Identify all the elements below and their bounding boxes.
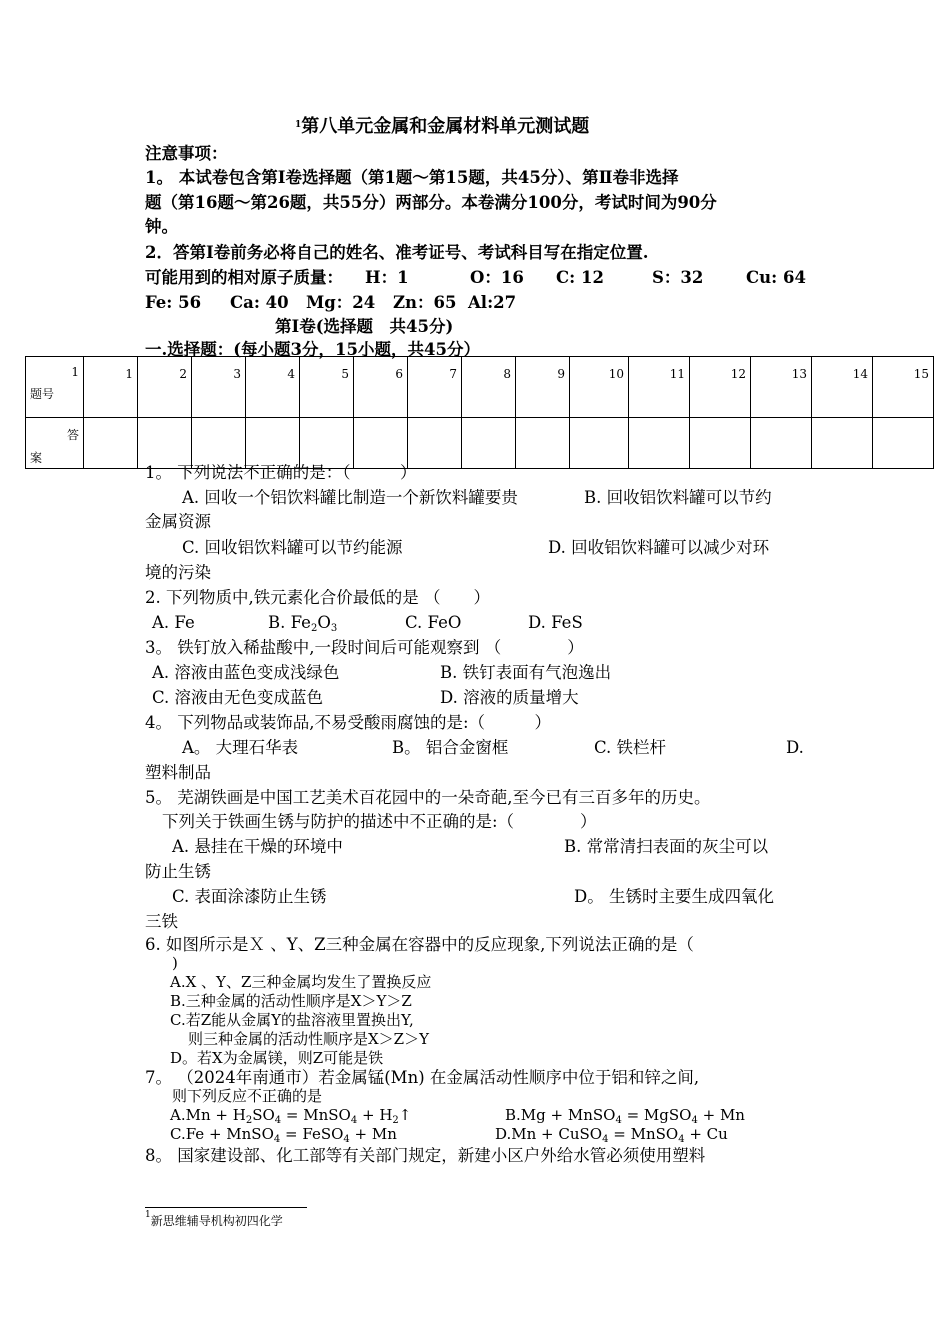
q7-b-t: = MgSO bbox=[621, 1106, 692, 1124]
atomic-mass-o: O：16 bbox=[470, 268, 524, 287]
answer-header-top: 答 bbox=[66, 428, 79, 442]
q2-b-sub-1: 2 bbox=[310, 623, 318, 634]
question-number-cell: 11 bbox=[629, 357, 690, 418]
answer-cell[interactable] bbox=[812, 418, 873, 469]
q1-option-c: C. 回收铝饮料罐可以节约能源 bbox=[182, 538, 403, 557]
q1-option-d-cont: 境的污染 bbox=[145, 563, 211, 582]
footnote-mark: 1 bbox=[145, 1210, 151, 1220]
q1-stem: 1。 下列说法不正确的是：（ ） bbox=[145, 463, 417, 482]
footnote-text: 新思维辅导机构初四化学 bbox=[150, 1214, 283, 1228]
q5-option-b-cont: 防止生锈 bbox=[145, 862, 211, 881]
q7-stem-cont: 则下列反应不正确的是 bbox=[172, 1087, 323, 1105]
answer-cell[interactable] bbox=[751, 418, 812, 469]
question-number-cell: 6 bbox=[354, 357, 408, 418]
q5-option-b: B. 常常清扫表面的灰尘可以 bbox=[564, 837, 769, 856]
q7-b-sub: 4 bbox=[691, 1115, 698, 1126]
q7-a-t: SO bbox=[252, 1106, 275, 1124]
footnote-divider bbox=[145, 1207, 307, 1208]
answer-cell[interactable] bbox=[516, 418, 570, 469]
q2-stem: 2. 下列物质中,铁元素化合价最低的是 （ ） bbox=[145, 588, 490, 607]
q7-c-t: = FeSO bbox=[280, 1125, 344, 1143]
q7-a-sub: 4 bbox=[350, 1115, 358, 1126]
atomic-mass-fe: Fe: 56 bbox=[145, 293, 202, 312]
header-number: 1 bbox=[71, 365, 79, 379]
q6-option-b: B.三种金属的活动性顺序是X＞Y＞Z bbox=[170, 992, 412, 1010]
q4-stem: 4。 下列物品或装饰品,不易受酸雨腐蚀的是:（ ） bbox=[145, 713, 552, 732]
q1-option-b: B. 回收铝饮料罐可以节约 bbox=[584, 488, 772, 507]
q3-option-d: D. 溶液的质量增大 bbox=[440, 688, 579, 707]
q3-option-a: A. 溶液由蓝色变成浅绿色 bbox=[152, 663, 340, 682]
q2-b-text-2: O bbox=[317, 613, 331, 632]
question-number-cell: 2 bbox=[138, 357, 192, 418]
q2-option-a: A. Fe bbox=[152, 613, 195, 632]
q7-b-sub: 4 bbox=[615, 1115, 622, 1126]
answer-cell[interactable] bbox=[570, 418, 629, 469]
question-number-cell: 12 bbox=[690, 357, 751, 418]
question-number-cell: 15 bbox=[873, 357, 934, 418]
q7-d-sub: 4 bbox=[678, 1134, 685, 1145]
answer-header-bottom: 案 bbox=[30, 451, 43, 465]
question-number-cell: 14 bbox=[812, 357, 873, 418]
notice-line-3: 钟。 bbox=[145, 217, 178, 236]
notice-line-2: 题（第16题～第26题，共55分）两部分。本卷满分100分，考试时间为90分 bbox=[145, 193, 717, 212]
q7-c-t: C.Fe + MnSO bbox=[170, 1125, 274, 1143]
question-number-cell: 3 bbox=[192, 357, 246, 418]
q7-d-t: D.Mn + CuSO bbox=[495, 1125, 603, 1143]
q7-d-t: + Cu bbox=[684, 1125, 728, 1143]
q7-a-t: = MnSO bbox=[281, 1106, 351, 1124]
q4-option-d: D. bbox=[786, 738, 804, 757]
q6-stem: 6. 如图所示是Ｘ 、Y、Z三种金属在容器中的反应现象,下列说法正确的是（ bbox=[145, 935, 694, 954]
q1-option-b-cont: 金属资源 bbox=[145, 512, 211, 531]
q4-option-c: C. 铁栏杆 bbox=[594, 738, 667, 757]
page-title-text: 第八单元金属和金属材料单元测试题 bbox=[301, 116, 590, 137]
atomic-mass-label: 可能用到的相对原子质量： bbox=[145, 268, 343, 287]
q7-b-t: + Mn bbox=[697, 1106, 745, 1124]
q7-stem: 7。 （2024年南通市）若金属锰(Mn) 在金属活动性顺序中位于铝和锌之间, bbox=[145, 1068, 700, 1087]
q5-option-c: C. 表面涂漆防止生锈 bbox=[172, 887, 327, 906]
atomic-mass-c: C: 12 bbox=[556, 268, 604, 287]
question-number-header bbox=[26, 357, 84, 418]
q3-option-c: C. 溶液由无色变成蓝色 bbox=[152, 688, 324, 707]
q2-b-text: B. Fe bbox=[268, 613, 311, 632]
q7-a-t: A.Mn + H bbox=[170, 1106, 246, 1124]
q7-c-sub: 4 bbox=[273, 1134, 281, 1145]
question-number-row bbox=[26, 357, 934, 418]
q5-stem: 5。 芜湖铁画是中国工艺美术百花园中的一朵奇葩,至今已有三百多年的历史。 bbox=[145, 788, 711, 807]
q4-option-a: A。 大理石华表 bbox=[182, 738, 299, 757]
gas-arrow-icon: ↑ bbox=[398, 1106, 412, 1124]
q1-option-a: A. 回收一个铝饮料罐比制造一个新饮料罐要贵 bbox=[182, 488, 518, 507]
question-number-cell: 9 bbox=[516, 357, 570, 418]
answer-table bbox=[25, 356, 934, 469]
answer-cell[interactable] bbox=[873, 418, 934, 469]
question-number-cell: 13 bbox=[751, 357, 812, 418]
q8-stem: 8。 国家建设部、化工部等有关部门规定，新建小区户外给水管必须使用塑料 bbox=[145, 1146, 706, 1165]
atomic-mass-mg: Mg：24 bbox=[306, 293, 376, 312]
question-number-cell: 8 bbox=[462, 357, 516, 418]
q2-option-d: D. FeS bbox=[528, 613, 583, 632]
atomic-mass-s: S：32 bbox=[652, 268, 704, 287]
atomic-mass-al: Al:27 bbox=[468, 293, 517, 312]
q6-option-c-cont: 则三种金属的活动性顺序是X＞Z＞Y bbox=[188, 1030, 430, 1048]
q6-stem-cont: ) bbox=[172, 954, 178, 972]
question-number-cell: 1 bbox=[84, 357, 138, 418]
answer-cell[interactable] bbox=[246, 418, 300, 469]
answer-header bbox=[26, 418, 84, 469]
q7-a-sub: 2 bbox=[245, 1115, 253, 1126]
q7-option-c bbox=[170, 1124, 397, 1147]
atomic-mass-ca: Ca: 40 bbox=[230, 293, 289, 312]
title-footnote-mark: 1 bbox=[295, 120, 302, 130]
q7-b-t: B.Mg + MnSO bbox=[505, 1106, 616, 1124]
notice-heading: 注意事项： bbox=[145, 144, 228, 163]
q5-option-d: D。 生锈时主要生成四氧化 bbox=[574, 887, 774, 906]
q3-option-b: B. 铁钉表面有气泡逸出 bbox=[440, 663, 612, 682]
notice-line-1: 1。 本试卷包含第Ⅰ卷选择题（第1题～第15题，共45分）、第Ⅱ卷非选择 bbox=[145, 168, 679, 187]
q3-stem: 3。 铁钉放入稀盐酸中,一段时间后可能观察到 （ ） bbox=[145, 638, 584, 657]
q1-option-d: D. 回收铝饮料罐可以减少对环 bbox=[548, 538, 770, 557]
notice-line-4: 2．答第Ⅰ卷前务必将自己的姓名、准考证号、考试科目写在指定位置. bbox=[145, 243, 649, 262]
part-one-heading: 第Ⅰ卷(选择题 共45分) bbox=[275, 317, 454, 336]
q6-option-c: C.若Z能从金属Y的盐溶液里置换出Y, bbox=[170, 1011, 414, 1029]
q6-option-d: D。若X为金属镁，则Z可能是铁 bbox=[170, 1049, 384, 1067]
q7-a-sub: 2 bbox=[392, 1115, 399, 1126]
q2-option-c: C. FeO bbox=[405, 613, 462, 632]
q4-option-b: B。 铝合金窗框 bbox=[392, 738, 509, 757]
answer-cell[interactable] bbox=[192, 418, 246, 469]
q2-b-sub-2: 3 bbox=[330, 623, 338, 634]
atomic-mass-h: H：1 bbox=[365, 268, 409, 287]
q2-option-b bbox=[268, 612, 337, 637]
section-one-heading: 一.选择题：(每小题3分，15小题，共45分） bbox=[145, 340, 480, 359]
question-number-cell: 4 bbox=[246, 357, 300, 418]
q5-stem-cont: 下列关于铁画生锈与防护的描述中不正确的是:（ ） bbox=[162, 812, 597, 831]
footnote bbox=[145, 1212, 283, 1229]
q7-a-sub: 4 bbox=[274, 1115, 282, 1126]
q7-c-sub: 4 bbox=[343, 1134, 350, 1145]
q7-a-t: + H bbox=[357, 1106, 393, 1124]
answer-cell[interactable] bbox=[300, 418, 354, 469]
answer-cell[interactable] bbox=[629, 418, 690, 469]
answer-cell[interactable] bbox=[462, 418, 516, 469]
q7-c-t: + Mn bbox=[349, 1125, 397, 1143]
q6-option-a: A.X 、Y、Z三种金属均发生了置换反应 bbox=[170, 973, 432, 991]
question-number-cell: 10 bbox=[570, 357, 629, 418]
atomic-mass-cu: Cu: 64 bbox=[746, 268, 806, 287]
question-number-cell: 7 bbox=[408, 357, 462, 418]
answer-cell[interactable] bbox=[138, 418, 192, 469]
answer-cell[interactable] bbox=[354, 418, 408, 469]
q7-option-d bbox=[495, 1124, 728, 1147]
answer-cell[interactable] bbox=[84, 418, 138, 469]
q7-d-t: = MnSO bbox=[608, 1125, 679, 1143]
q4-option-d-cont: 塑料制品 bbox=[145, 763, 211, 782]
answer-cell[interactable] bbox=[408, 418, 462, 469]
answer-cell[interactable] bbox=[690, 418, 751, 469]
q5-option-d-cont: 三铁 bbox=[145, 912, 178, 931]
answer-row bbox=[26, 418, 934, 469]
header-label: 题号 bbox=[30, 387, 55, 401]
q7-d-sub: 4 bbox=[602, 1134, 609, 1145]
atomic-mass-zn: Zn：65 bbox=[393, 293, 457, 312]
q5-option-a: A. 悬挂在干燥的环境中 bbox=[172, 837, 343, 856]
question-number-cell: 5 bbox=[300, 357, 354, 418]
page-title bbox=[295, 116, 589, 138]
